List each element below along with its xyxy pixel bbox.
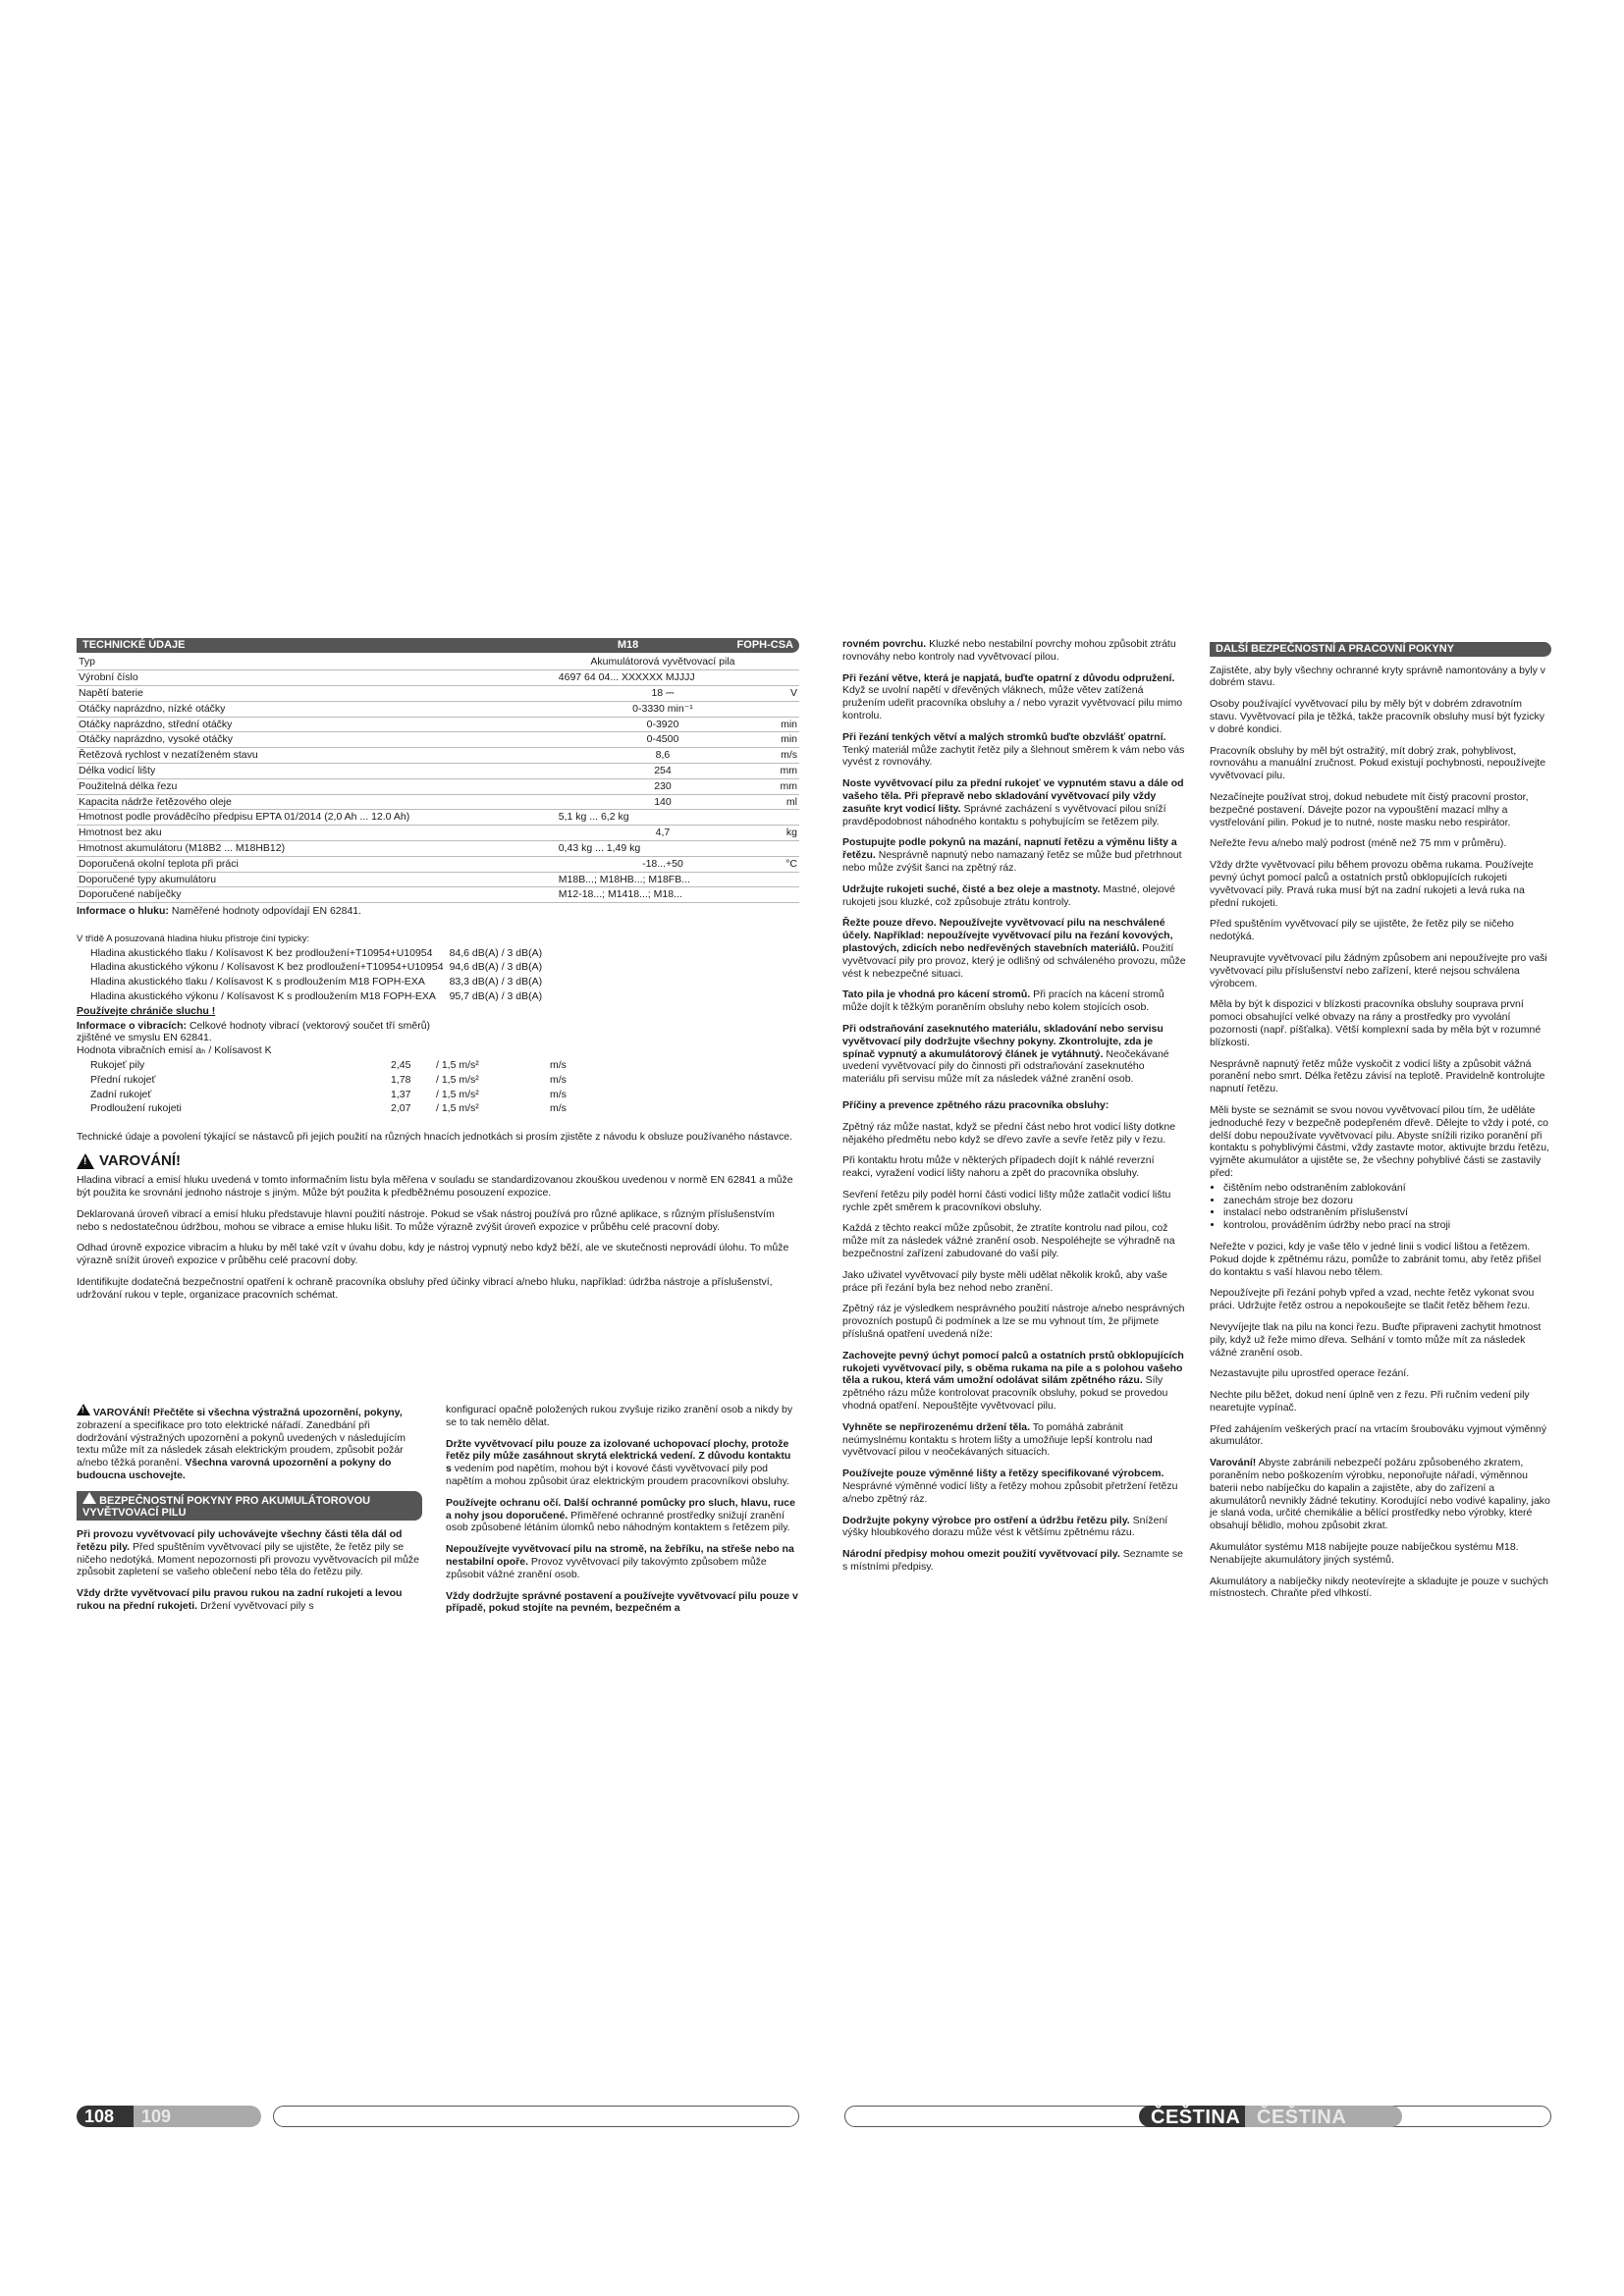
- footer-right: [844, 2106, 1551, 2129]
- kick-p4: Každá z těchto reakcí může způsobit, že ztratíte kontrolu nad pilou, což může mít za následek vážné zranění osob. Nespoléhejte se výhradně na bezpečnostní zařízení zabudované do vaší pily.: [842, 1222, 1175, 1260]
- list-item: • kontrolou, prováděním údržby nebo prací na stroji: [1223, 1219, 1551, 1232]
- spec-unit: [769, 655, 799, 669]
- c3-p7: Řežte pouze dřevo. Nepoužívejte vyvětvovací pilu na neschválené účely. Například: nepoužívejte vyvětvovací pilu na řezání kovových, plastových, zdicích nebo nedřevěných stavebních materiálů. Použití vyvětvovací pily pro provoz, který je odlišný od schváleného provozu, může vést k nebezpečné situaci.: [842, 917, 1186, 980]
- c4-p1: Zajistěte, aby byly všechny ochranné kryty správně namontovány a byly v dobrém stavu.: [1210, 664, 1545, 689]
- kickback-title: Příčiny a prevence zpětného rázu pracovníka obsluhy:: [842, 1098, 1110, 1111]
- vib-label: Zadní rukojeť: [90, 1088, 152, 1100]
- spec-unit: m/s: [769, 748, 799, 764]
- c4-p8: Neupravujte vyvětvovací pilu žádným způsobem ani nepoužívejte pro vaši vyvětvovací pilu příslušenství nebo zařízení, které nejsou schválena výrobcem.: [1210, 951, 1547, 989]
- warning-icon: [82, 1492, 96, 1504]
- table-row: [77, 717, 799, 732]
- spec-header-model2: FOPH-CSA: [736, 639, 793, 651]
- c3-p6: Udržujte rukojeti suché, čisté a bez oleje a mastnoty. Mastné, olejové rukojeti jsou kluzké, což způsobuje ztrátu kontroly.: [842, 882, 1175, 908]
- warning-p2: Deklarovaná úroveň vibrací a emisí hluku představuje hlavní použití nástroje. Pokud se však nástroj používá pro různé aplikace, s různým příslušenstvím nebo s nedostatečnou údržbou, mohou se vibrace a emise hluku lišit. To může výrazně zvýšit úroveň expozice v průběhu celé pracovní doby.: [77, 1207, 775, 1233]
- table-row: [77, 872, 799, 887]
- c4-p19: Akumulátor systému M18 nabíjejte pouze nabíječkou systému M18. Nenabíjejte akumulátory jiných systémů.: [1210, 1541, 1519, 1566]
- mid-p5: Vždy dodržujte správné postavení a používejte vyvětvovací pilu pouze v případě, pokud stojíte na pevném, bezpečném a: [446, 1589, 798, 1615]
- spec-value: 140: [557, 794, 769, 810]
- spec-value: 4697 64 04... XXXXXX MJJJJ: [557, 670, 769, 686]
- warning-p4: Identifikujte dodatečná bezpečnostní opatření k ochraně pracovníka obsluhy před účinky vibrací a/nebo hluku, například: údržba nástroje a příslušenství, udržování rukou v teple, organizace pracovních schémat.: [77, 1275, 773, 1301]
- c3-p8: Tato pila je vhodná pro kácení stromů. Při pracích na kácení stromů může dojít k těžkým poraněním obsluhy nebo kolem stojících osob.: [842, 988, 1164, 1014]
- spec-name: Výrobní číslo: [77, 670, 557, 686]
- table-row: [77, 655, 799, 669]
- noise-value: 83,3 dB(A) / 3 dB(A): [449, 976, 543, 988]
- spec-unit: mm: [769, 763, 799, 778]
- mid-p1: konfigurací opačně položených rukou zvyšuje riziko zranění osob a nikdy by se to tak nemělo dělat.: [446, 1404, 793, 1428]
- spec-unit: [769, 872, 799, 887]
- spec-header-model1: M18: [617, 639, 639, 651]
- spec-name: Hmotnost akumulátoru (M18B2 ... M18HB12): [77, 840, 557, 856]
- vib-unit: m/s: [550, 1073, 567, 1086]
- spec-value: 18 ⎓: [557, 686, 769, 702]
- noise-label: Hladina akustického výkonu / Kolísavost K s prodloužením M18 FOPH-EXA: [90, 989, 436, 1002]
- c4-p15: Nezastavujte pilu uprostřed operace řezání.: [1210, 1367, 1410, 1380]
- table-row: [88, 990, 544, 1003]
- table-row: [88, 976, 544, 988]
- c3-p2: Při řezání větve, která je napjatá, buďte opatrní z důvodu odpružení. Když se uvolní napětí v dřevěných vláknech, může větev zatížená pružením udeřit pracovníka obsluhy a / nebo vyrazit vyvětvovací pilu mimo kontrolu.: [842, 671, 1183, 721]
- table-row: [88, 1089, 752, 1101]
- spec-name: Otáčky naprázdno, vysoké otáčky: [77, 732, 557, 748]
- noise-intro: V třídě A posuzovaná hladina hluku přístroje činí typicky:: [77, 933, 310, 944]
- spec-name: Hmotnost podle prováděcího předpisu EPTA 01/2014 (2,0 Ah ... 12.0 Ah): [77, 810, 557, 826]
- spec-unit: [769, 887, 799, 903]
- spec-value: 0,43 kg ... 1,49 kg: [557, 840, 769, 856]
- kick-p8: Vyhněte se nepřirozenému držení těla. To pomáhá zabránit neúmyslnému kontaktu s hrotem lišty a umožňuje lepší kontrolu nad vyvětvovací pilou v neočekávaných situacích.: [842, 1420, 1153, 1459]
- left-column-lower: [77, 1404, 422, 1622]
- vib-value: 2,07: [391, 1102, 411, 1115]
- list-item: • zanechám stroje bez dozoru: [1223, 1195, 1551, 1207]
- spec-value: -18...+50: [557, 856, 769, 872]
- table-row: [88, 1102, 752, 1115]
- spec-value: 254: [557, 763, 769, 778]
- vib-label: Přední rukojeť: [90, 1073, 156, 1086]
- safety-alert: ! VAROVÁNÍ! Přečtěte si všechna výstražná upozornění, pokyny, zobrazení a specifikace pro toto elektrické nářadí. Zanedbání při dodržování výstražných upozornění a pokynů uvedených v následujícím textu může mít za následek zásah elektrickým proudem, způsobit požár a/nebo těžká poranění. Všechna varovná upozornění a pokyny do budoucna uschovejte.: [77, 1404, 422, 1482]
- table-row: [88, 947, 544, 960]
- spec-name: Kapacita nádrže řetězového oleje: [77, 794, 557, 810]
- vib-k: / 1,5 m/s²: [436, 1088, 479, 1100]
- kick-p11: Národní předpisy mohou omezit použití vyvětvovací pily. Seznamte se s místními předpisy.: [842, 1548, 1183, 1574]
- spec-name: Otáčky naprázdno, nízké otáčky: [77, 701, 557, 717]
- c3-p1: rovném povrchu. Kluzké nebo nestabilní povrchy mohou způsobit ztrátu rovnováhy nebo kontroly nad vyvětvovací pilou.: [842, 638, 1176, 663]
- kick-p5: Jako uživatel vyvětvovací pily byste měli udělat několik kroků, aby vaše práce při řezání byla bez nehod nebo zranění.: [842, 1268, 1167, 1294]
- noise-value: 84,6 dB(A) / 3 dB(A): [449, 946, 543, 959]
- table-row: [77, 856, 799, 872]
- table-row: [77, 732, 799, 748]
- table-row: [77, 748, 799, 764]
- table-row: [77, 840, 799, 856]
- c4-p6: Vždy držte vyvětvovací pilu během provozu oběma rukama. Používejte pevný úchyt pomocí palců a ostatních prstů obklopujících rukojeti vyvětvovací pily. Pravá ruka musí být na zadní rukojeti a levá ruka na přední rukojeti.: [1210, 859, 1534, 909]
- left-page-top: [77, 638, 799, 1310]
- vibration-info: Informace o vibracích: Celkové hodnoty vibrací (vektorový součet tří směrů) zjištěné ve smyslu EN 62841.: [77, 1019, 431, 1044]
- vib-k: / 1,5 m/s²: [436, 1058, 479, 1071]
- spec-name: Otáčky naprázdno, střední otáčky: [77, 717, 557, 732]
- c4-p10: Nesprávně napnutý řetěz může vyskočit z vodicí lišty a způsobit vážná poranění nebo smrt. Délka řetězu závisí na teplotě. Pravidelně kontrolujte napnutí řetězu.: [1210, 1057, 1545, 1095]
- vibration-table: [86, 1057, 754, 1117]
- vib-value: 1,37: [391, 1088, 411, 1100]
- c4-p11: Měli byste se seznámit se svou novou vyvětvovací pilou tím, že uděláte jednoduché řezy v bezpečně podepřeném dřevě. Dělejte to vždy i poté, co delší dobu nepoužívate vyvětvovací pilu. Abyste snížili riziko poranění při kontaktu s pohyblivými částmi, vždy zastavte motor, aktivujte brzdu řetězu, vyjměte akumulátor a ujistěte se, že všechny pohyblivé části se zastavily před:: [1210, 1103, 1550, 1179]
- mid-p2: Držte vyvětvovací pilu pouze za izolované uchopovací plochy, protože řetěz pily může zasáhnout skrytá elektrická vedení. Z důvodu kontaktu s vedením pod napětím, mohou být i kovové části vyvětvovací pily pod napětím a mohou způsobit úraz elektrickým proudem pracovníkovi obsluhy.: [446, 1437, 791, 1487]
- spec-table: [77, 655, 799, 903]
- battery-p1: Při provozu vyvětvovací pily uchovávejte všechny části těla dál od řetězu pily. Před spuštěním vyvětvovací pily se ujistěte, že řetěz pily se ničeho nedotýká. Moment nepozornosti při provozu vyvětvovacích pil může způsobit zapletení se vašeho oblečení nebo těla do řetězu pily.: [77, 1528, 420, 1578]
- spec-value: 8,6: [557, 748, 769, 764]
- spec-unit: [769, 840, 799, 856]
- spec-unit: kg: [769, 826, 799, 841]
- spec-name: Typ: [77, 655, 557, 669]
- noise-info: Informace o hluku: Naměřené hodnoty odpovídají EN 62841.: [77, 905, 362, 918]
- c4-p20: Akumulátory a nabíječky nikdy neotevírejte a skladujte je pouze v suchých místnostech. Chraňte před vlhkostí.: [1210, 1575, 1548, 1600]
- warning-icon: [77, 1404, 90, 1415]
- vib-k: / 1,5 m/s²: [436, 1102, 479, 1115]
- c4-p14: Nevyvíjejte tlak na pilu na konci řezu. Buďte připraveni zachytit hmotnost pily, když už řeže mimo dřeva. Selhání v tomto může mít za následek vážné zranění osob.: [1210, 1320, 1542, 1359]
- table-row: [77, 826, 799, 841]
- spec-value: 0-4500: [557, 732, 769, 748]
- c3-p9: Při odstraňování zaseknutého materiálu, skladování nebo servisu vyvětvovací pily dodržujte všechny pokyny. Zkontrolujte, zda je spínač vypnutý a akumulátorový článek je vytáhnutý. Neočekávané uvedení vyvětvovací pily do činnosti při odstraňování zaseknutého materiálu při servisu může mít za následek vážné zranění osob.: [842, 1022, 1169, 1086]
- spec-name: Délka vodicí lišty: [77, 763, 557, 778]
- attachments-note: Technické údaje a povolení týkající se nástavců při jejich použití na různých hnacích jednotkách si prosím zjistěte z návodu k obsluze používaného nástavce.: [77, 1131, 792, 1144]
- warning-p1: Hladina vibrací a emisí hluku uvedená v tomto informačním listu byla měřena v souladu se standardizovanou zkouškou uvedenou v normě EN 62841 a může být použita ke srovnání jednoho nástroje s jiným. Může být použita k předběžnému posouzení expozice.: [77, 1174, 793, 1199]
- spec-name: Napětí baterie: [77, 686, 557, 702]
- page-number-right-faded: 109: [141, 2107, 172, 2126]
- kick-p7: Zachovejte pevný úchyt pomocí palců a ostatních prstů obklopujících rukojeti vyvětvovací pily, s oběma rukama na pile a s polohou vašeho těla a rukou, která vám umožní odolávat silám zpětného rázu. Síly zpětného rázu může kontrolovat pracovník obsluhy, pokud se provedou vhodná opatření. Nepouštějte vyvětvovací pilu.: [842, 1349, 1184, 1413]
- spec-value: Akumulátorová vyvětvovací pila: [557, 655, 769, 669]
- list-item: • čištěním nebo odstraněním zablokování: [1223, 1182, 1551, 1195]
- table-row: [77, 778, 799, 794]
- table-row: [88, 1074, 752, 1087]
- table-row: [88, 961, 544, 974]
- list-item: • instalací nebo odstraněním příslušenství: [1223, 1206, 1551, 1219]
- noise-value: 95,7 dB(A) / 3 dB(A): [449, 989, 543, 1002]
- spec-unit: V: [769, 686, 799, 702]
- right-page-column-1: [842, 638, 1186, 1582]
- spec-name: Hmotnost bez aku: [77, 826, 557, 841]
- spec-value: 4,7: [557, 826, 769, 841]
- vib-k: / 1,5 m/s²: [436, 1073, 479, 1086]
- table-row: [77, 701, 799, 717]
- stop-before-list: [1210, 1182, 1551, 1232]
- vib-unit: m/s: [550, 1088, 567, 1100]
- table-row: [77, 887, 799, 903]
- noise-label: Hladina akustického tlaku / Kolísavost K bez prodloužení+T10954+U10954: [90, 946, 433, 959]
- c4-p7: Před spuštěním vyvětvovací pily se ujistěte, že řetěz pily se ničeho nedotýká.: [1210, 918, 1514, 943]
- spec-value: 0-3920: [557, 717, 769, 732]
- spec-unit: ml: [769, 794, 799, 810]
- spec-name: Doporučená okolní teplota při práci: [77, 856, 557, 872]
- table-row: [77, 686, 799, 702]
- spec-unit: [769, 810, 799, 826]
- spec-value: 230: [557, 778, 769, 794]
- c3-p5: Postupujte podle pokynů na mazání, napnutí řetězu a výměnu lišty a řetězu. Nesprávně napnutý nebo namazaný řetěz se může bud přetrhnout nebo může zvýšit šanci na zpětný ráz.: [842, 836, 1182, 874]
- warning-icon: [77, 1153, 94, 1169]
- battery-safety-header: ! BEZPEČNOSTNÍ POKYNY PRO AKUMULÁTOROVOU VYVĚTVOVACÍ PILU: [77, 1491, 422, 1521]
- spec-unit: min: [769, 732, 799, 748]
- warning-heading: [77, 1152, 799, 1170]
- c4-p13: Nepoužívejte při řezání pohyb vpřed a vzad, nechte řetěz vykonat svou práci. Udržujte řetěz ostrou a nepokoušejte se tlačit řetěz během řezu.: [1210, 1287, 1535, 1312]
- middle-column-lower: [446, 1404, 799, 1624]
- ear-protection: Používejte chrániče sluchu !: [77, 1004, 216, 1017]
- language-label-faded: ČEŠTINA: [1257, 2107, 1347, 2128]
- noise-table: [86, 945, 546, 1005]
- noise-label: Hladina akustického výkonu / Kolísavost K bez prodloužení+T10954+U10954: [90, 961, 444, 974]
- c3-p4: Noste vyvětvovací pilu za přední rukojeť ve vypnutém stavu a dále od vašeho těla. Při přepravě nebo skladování vyvětvovací pily vždy zasuňte kryt vodicí lišty. Správné zacházení s vyvětvovací pilou sníží pravděpodobnost náhodného kontaktu s pohybujícím se řetězem pily.: [842, 777, 1184, 828]
- spec-name: Řetězová rychlost v nezatíženém stavu: [77, 748, 557, 764]
- spec-unit: [769, 670, 799, 686]
- table-row: [77, 794, 799, 810]
- language-label: ČEŠTINA: [1151, 2107, 1241, 2128]
- spec-name: Doporučené typy akumulátoru: [77, 872, 557, 887]
- kick-p9: Používejte pouze výměnné lišty a řetězy specifikované výrobcem. Nesprávné výměnné vodicí lišty a řetězy mohou způsobit přetržení řetězu a/nebo zpětný ráz.: [842, 1468, 1178, 1505]
- spec-name: Doporučené nabíječky: [77, 887, 557, 903]
- right-page-column-2: [1210, 638, 1551, 1609]
- table-row: [77, 810, 799, 826]
- vib-value: 2,45: [391, 1058, 411, 1071]
- kick-p3: Sevření řetězu pily podél horní části vodicí lišty může zatlačit vodicí lištu rychle zpět směrem k pracovníkovi obsluhy.: [842, 1188, 1171, 1213]
- spec-value: M18B...; M18HB...; M18FB...: [557, 872, 769, 887]
- vib-label: Prodloužení rukojeti: [90, 1102, 182, 1115]
- warning-p3: Odhad úrovně expozice vibracím a hluku by měl také vzít v úvahu dobu, kdy je nástroj vypnutý nebo když běží, ale ve skutečnosti neprovádí úlohu. To může výrazně snížit úroveň expozice v průběhu celé pracovní doby.: [77, 1242, 789, 1267]
- footer-bar: [273, 2106, 799, 2127]
- kick-p2: Při kontaktu hrotu může v některých případech dojít k náhlé reverzní reakci, vyražení vodicí lišty nahoru a zpět do pracovníka obsluhy.: [842, 1154, 1155, 1180]
- spec-name: Použitelná délka řezu: [77, 778, 557, 794]
- mid-p3: Používejte ochranu očí. Další ochranné pomůcky pro sluch, hlavu, ruce a nohy jsou doporučené. Přiměřené ochranné prostředky snižují zranění osob způsobené létáním úlomků nebo náhodným kontaktem s řetězem pily.: [446, 1496, 795, 1534]
- spec-header-label: TECHNICKÉ ÚDAJE: [82, 639, 186, 651]
- c4-p5: Neřežte řevu a/nebo malý podrost (méně než 75 mm v průměru).: [1210, 837, 1507, 850]
- spec-value: M12-18...; M1418...; M18...: [557, 887, 769, 903]
- warning-title: VAROVÁNÍ!: [99, 1151, 182, 1169]
- battery-p2: Vždy držte vyvětvovací pilu pravou rukou na zadní rukojeti a levou rukou na přední rukojeti. Držení vyvětvovací pily s: [77, 1587, 403, 1613]
- mid-p4: Nepoužívejte vyvětvovací pilu na stromě, na žebříku, na střeše nebo na nestabilní opoře. Provoz vyvětvovací pily takovýmto způsobem může způsobit vážné zranění osob.: [446, 1543, 794, 1580]
- vib-unit: m/s: [550, 1102, 567, 1115]
- vib-value: 1,78: [391, 1073, 411, 1086]
- further-safety-header: DALŠÍ BEZPEČNOSTNÍ A PRACOVNÍ POKYNY: [1210, 642, 1551, 657]
- spec-unit: mm: [769, 778, 799, 794]
- c4-p4: Nezačínejte používat stroj, dokud nebudete mít čistý pracovní prostor, bezpečné postavení. Dávejte pozor na vypouštění mazací mlhy a vystřelování pilin. Pokud je to nutné, noste masku nebo respirátor.: [1210, 791, 1529, 828]
- c4-p16: Nechte pilu běžet, dokud není úplně ven z řezu. Při ručním vedení pily nearetujte vypínač.: [1210, 1389, 1530, 1414]
- vib-label: Rukojeť pily: [90, 1058, 145, 1071]
- c4-p12: Neřežte v pozici, kdy je vaše tělo v jedné linii s vodicí lištou a řetězem. Pokud dojde k zpětnému rázu, pomůže to zabránit tomu, aby řetěz přišel do kontaktu s vaší hlavou nebo tělem.: [1210, 1240, 1542, 1278]
- c3-p3: Při řezání tenkých větví a malých stromků buďte obzvlášť opatrní. Tenký materiál může zachytit řetěz pily a šlehnout směrem k vám nebo vás vyvést z rovnováhy.: [842, 730, 1185, 769]
- spec-unit: [769, 701, 799, 717]
- noise-value: 94,6 dB(A) / 3 dB(A): [449, 961, 543, 974]
- table-row: [88, 1059, 752, 1072]
- kick-p6: Zpětný ráz je výsledkem nesprávného použití nástroje a/nebo nesprávných provozních postupů či podmínek a lze se mu vyhnout tím, že přijmete příslušná opatření uvedená níže:: [842, 1303, 1185, 1341]
- c4-p2: Osoby používající vyvětvovací pilu by měly být v dobrém zdravotním stavu. Vyvětvovací pila je těžká, takže pracovník obsluhy musí být fyzicky v dobré kondici.: [1210, 698, 1545, 735]
- table-row: [77, 763, 799, 778]
- table-row: [77, 670, 799, 686]
- page-number-left: 108: [84, 2107, 115, 2126]
- c4-p18: Varování! Abyste zabránili nebezpečí požáru způsobeného zkratem, poraněním nebo poškozením výrobku, neponořujte nářadí, výměnnou baterii nebo nabíječku do kapalin a zajistěte, aby do zařízení a akumulátorů nevnikly žádné tekutiny. Korodující nebo vodivé kapaliny, jako je slaná voda, určité chemikálie a bělící prostředky nebo výrobky, které obsahují bělidlo, mohou způsobit zkrat.: [1210, 1457, 1550, 1532]
- c4-p17: Před zahájením veškerých prací na vrtacím šroubováku vyjmout výměnný akumulátor.: [1210, 1422, 1547, 1448]
- kick-p1: Zpětný ráz může nastat, když se přední část nebo hrot vodicí lišty dotkne nějakého předmětu nebo když se dřevo zavře a sevře řetěz pily v řezu.: [842, 1120, 1176, 1146]
- footer-left: [77, 2106, 799, 2129]
- spec-value: 0-3330 min⁻¹: [557, 701, 769, 717]
- spec-unit: °C: [769, 856, 799, 872]
- vibration-subtitle: Hodnota vibračních emisí aₕ / Kolísavost K: [77, 1044, 272, 1057]
- spec-value: 5,1 kg ... 6,2 kg: [557, 810, 769, 826]
- spec-unit: min: [769, 717, 799, 732]
- c4-p9: Měla by být k dispozici v blízkosti pracovníka obsluhy souprava první pomoci obsahující velké obvazy na rány a prostředky pro vyvolání pozornosti (např. píšťalka). Větší komplexní sada by měla být v rozumné blízkosti.: [1210, 998, 1542, 1048]
- noise-label: Hladina akustického tlaku / Kolísavost K s prodloužením M18 FOPH-EXA: [90, 976, 425, 988]
- kick-p10: Dodržujte pokyny výrobce pro ostření a údržbu řetězu pily. Snížení výšky hloubkového dorazu může vést k většímu zpětnému rázu.: [842, 1514, 1168, 1539]
- vib-unit: m/s: [550, 1058, 567, 1071]
- spec-header: [77, 638, 799, 653]
- c4-p3: Pracovník obsluhy by měl být ostražitý, mít dobrý zrak, pohyblivost, rovnováhu a manuální zručnost. Pokud existují pochybnosti, nepoužívejte vyvětvovací pilu.: [1210, 744, 1546, 782]
